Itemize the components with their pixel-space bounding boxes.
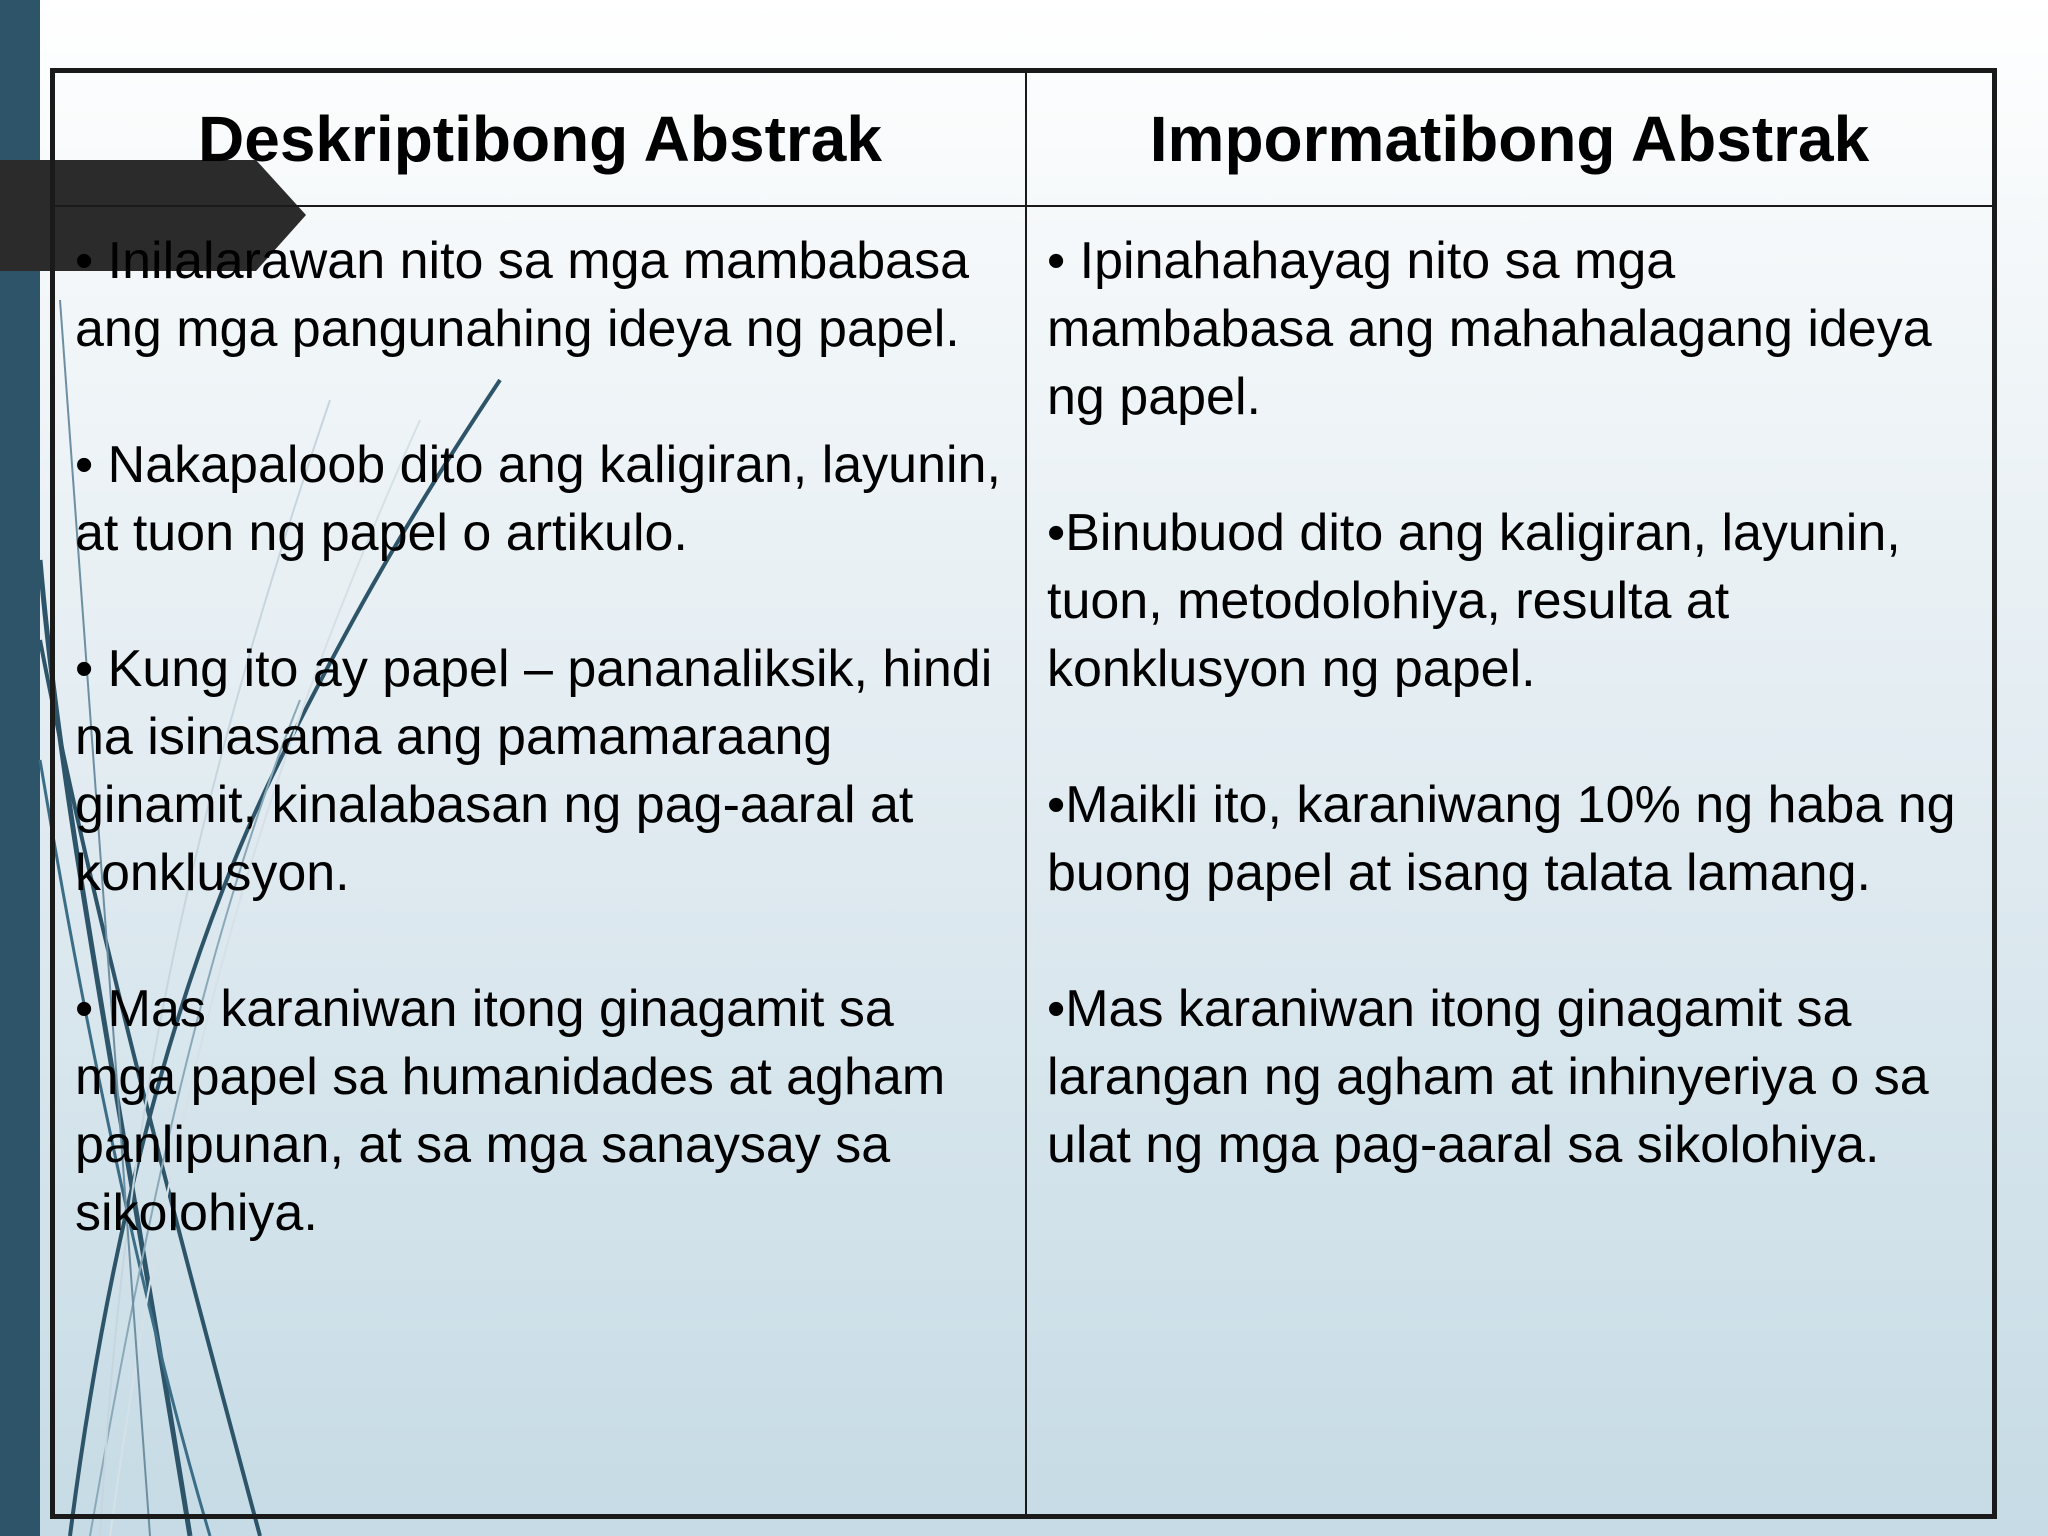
impormatibong-column xyxy=(1026,206,1993,1515)
list-item: • Mas karaniwan itong ginagamit sa mga papel sa humanidades at agham panlipunan, at sa mga sanaysay sa sikolohiya. xyxy=(75,980,946,1242)
list-item: • Ipinahahayag nito sa mga mambabasa ang mahahalagang ideya ng papel. xyxy=(1047,232,1932,426)
list-item: •Mas karaniwan itong ginagamit sa larangan ng agham at inhinyeriya o sa ulat ng mga pag-aaral sa sikolohiya. xyxy=(1047,980,1929,1174)
list-item: • Nakapaloob dito ang kaligiran, layunin, at tuon ng papel o artikulo. xyxy=(75,436,1001,562)
table-header-row xyxy=(54,72,1993,206)
comparison-table xyxy=(50,68,1997,1519)
list-item: • Kung ito ay papel – pananaliksik, hindi na isinasama ang pamamaraang ginamit, kinalabasan ng pag-aaral at konklusyon. xyxy=(75,640,993,902)
deskriptibong-column xyxy=(54,206,1026,1515)
table-body-row xyxy=(54,206,1993,1515)
list-item: •Binubuod dito ang kaligiran, layunin, tuon, metodolohiya, resulta at konklusyon ng papel. xyxy=(1047,504,1901,698)
header-deskriptibong-abstrak: Deskriptibong Abstrak xyxy=(54,72,1026,206)
list-item: •Maikli ito, karaniwang 10% ng haba ng buong papel at isang talata lamang. xyxy=(1047,776,1956,902)
list-item: • Inilalarawan nito sa mga mambabasa ang mga pangunahing ideya ng papel. xyxy=(75,232,970,358)
header-impormatibong-abstrak: Impormatibong Abstrak xyxy=(1026,72,1993,206)
